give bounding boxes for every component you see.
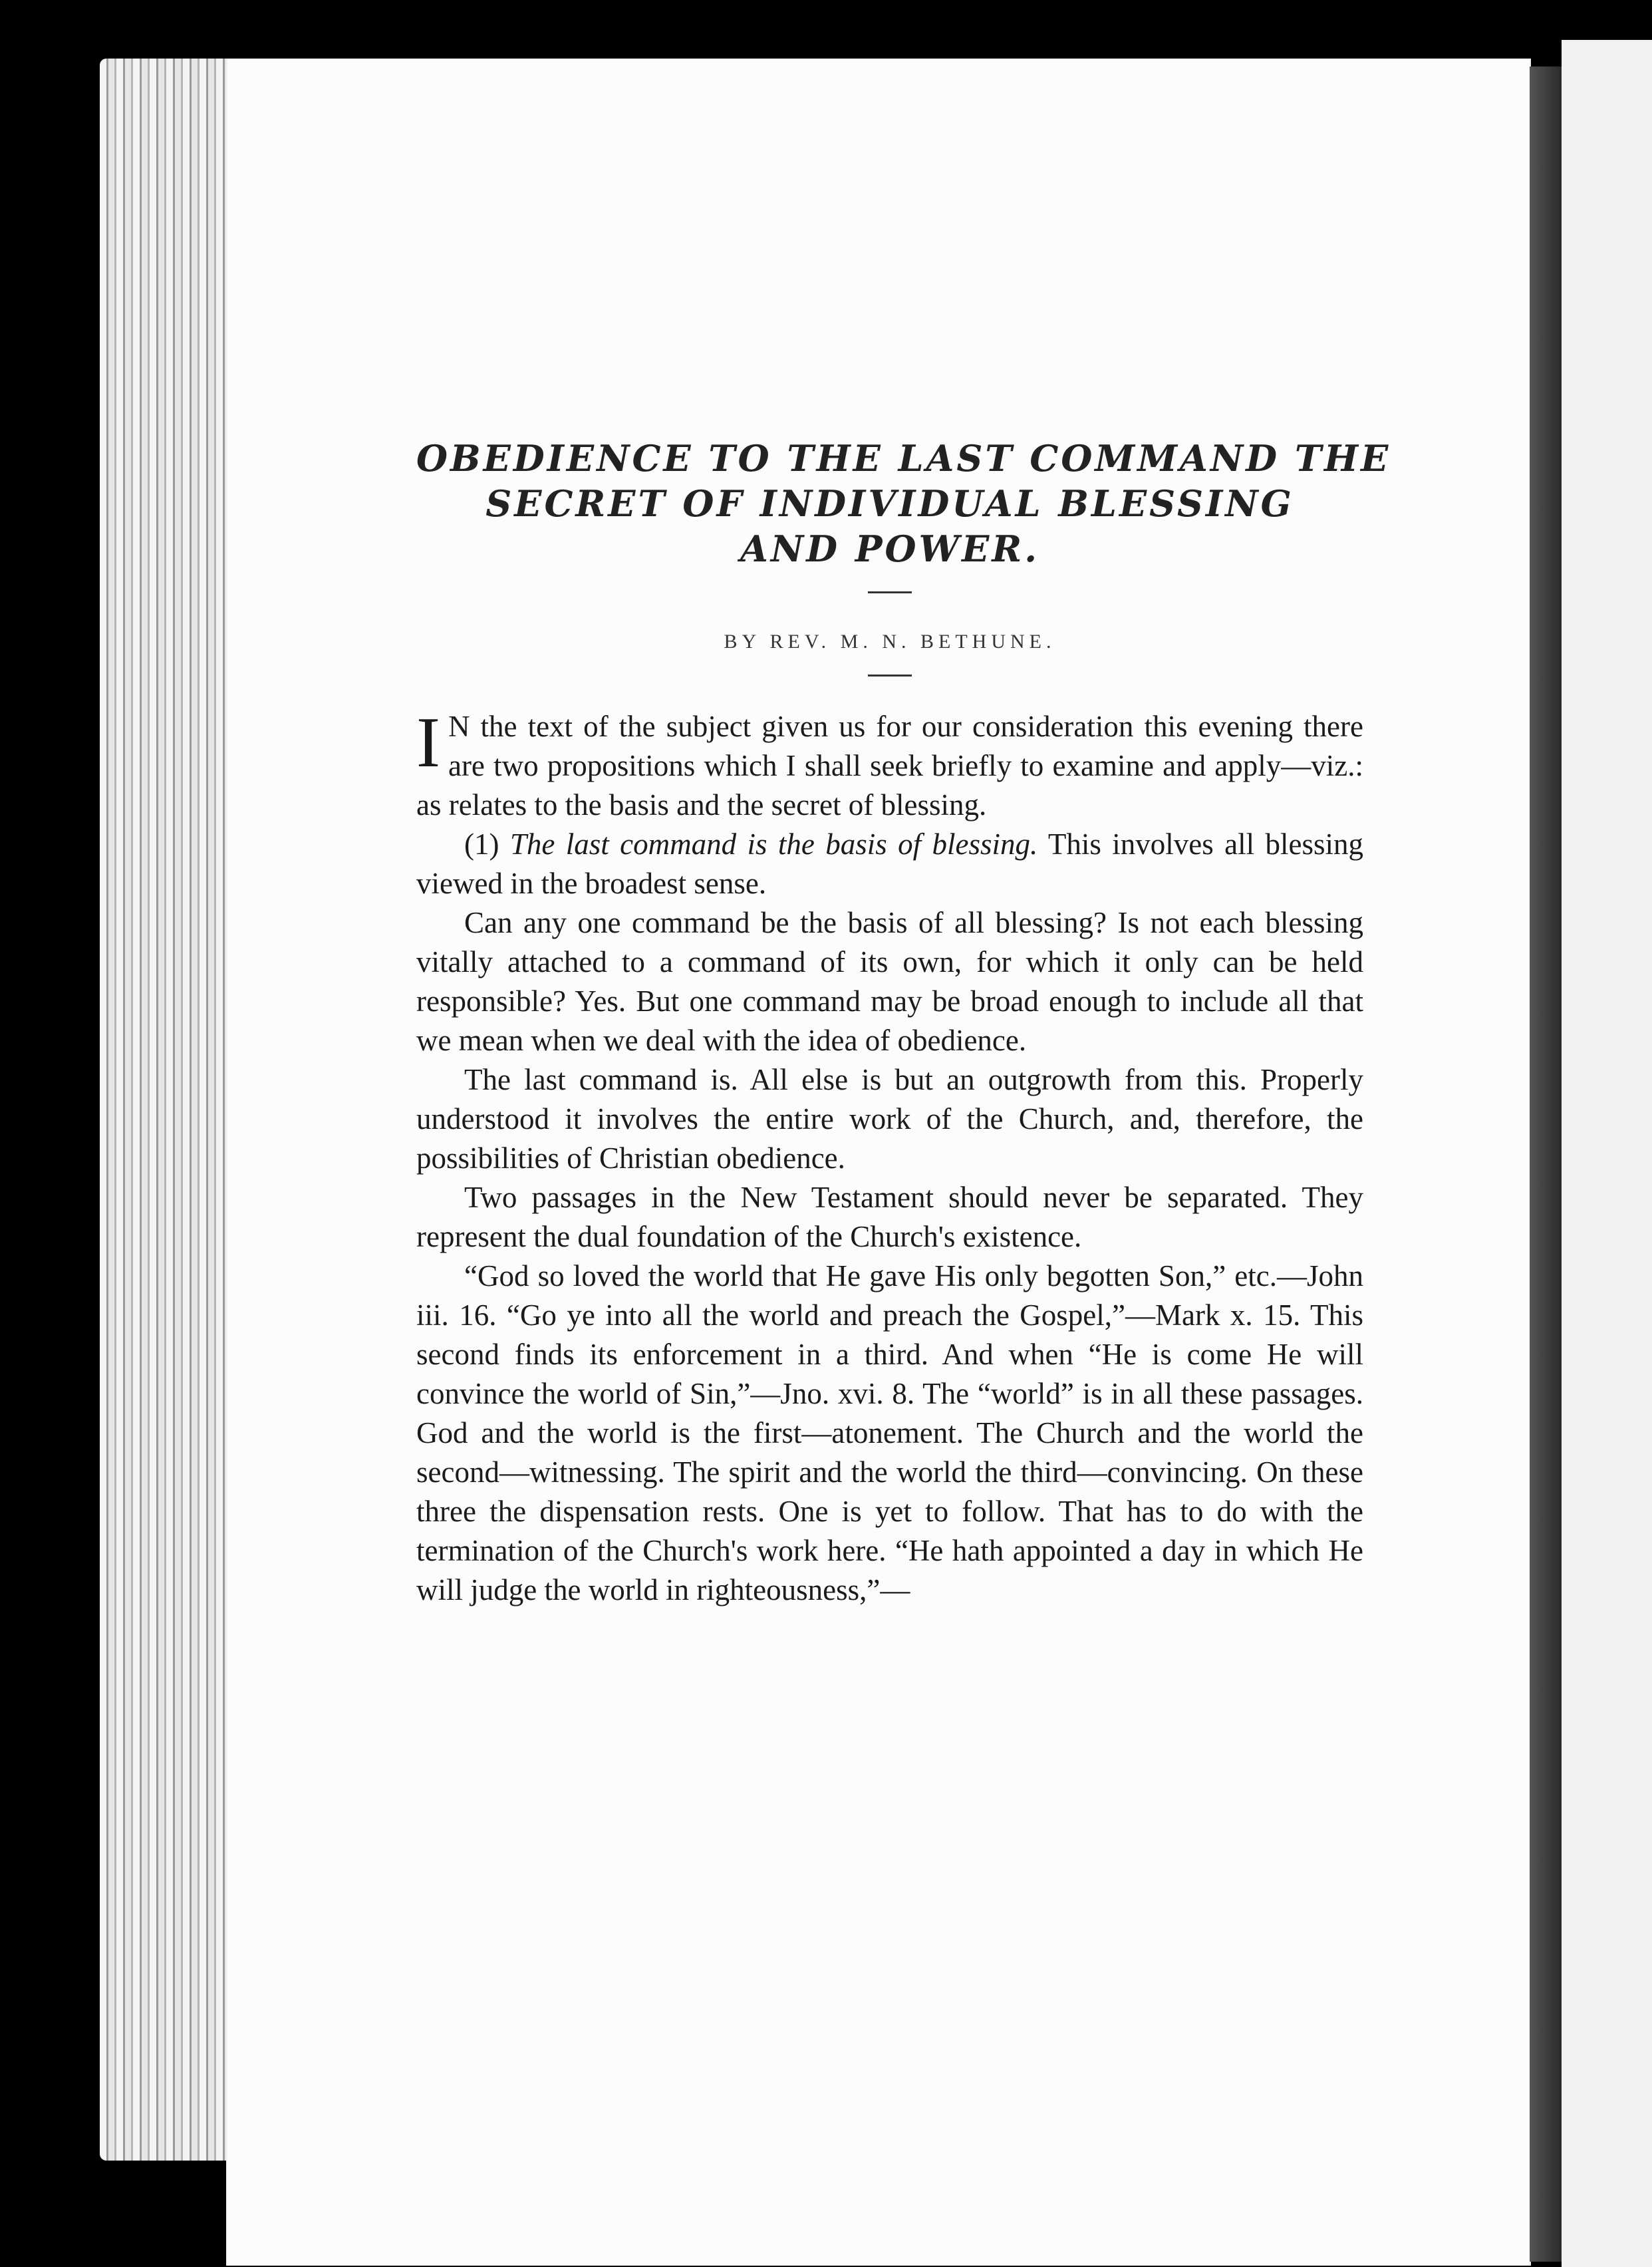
article-body	[416, 703, 1363, 1610]
facing-page-edge	[1562, 40, 1652, 2267]
drop-cap: I	[416, 703, 440, 782]
title-line: SECRET OF INDIVIDUAL BLESSING	[485, 482, 1294, 525]
paragraph	[416, 825, 1363, 903]
title-line: OBEDIENCE TO THE LAST COMMAND THE	[416, 437, 1391, 480]
title-line: AND POWER.	[740, 528, 1039, 570]
paragraph: The last command is. All else is but an outgrowth from this. Properly understood it involves the entire work of the Church, and, therefore, the possibilities of Christian obedience.	[416, 1063, 1363, 1175]
page-edges	[100, 59, 239, 2161]
article	[416, 436, 1391, 1610]
byline: BY REV. M. N. BETHUNE.	[724, 631, 1056, 653]
first-word-rest: N	[448, 710, 470, 743]
article-title	[416, 436, 1391, 571]
gutter-shadow	[1530, 67, 1562, 2262]
paragraph-text: the text of the subject given us for our consideration this evening there are two propositions which I shall seek briefly to examine and apply—viz.: as relates to the basis and the secret of blessing.	[416, 710, 1363, 822]
paragraph: Can any one command be the basis of all blessing? Is not each blessing vitally attached to a command of its own, for which it only can be held responsible? Yes. But one command may be broad enough to include all that we mean when we deal with the idea of obedience.	[416, 906, 1363, 1057]
section-heading: The last command is the basis of blessing.	[499, 828, 1038, 861]
paragraph: “God so loved the world that He gave His only begotten Son,” etc.—John iii. 16. “Go ye into all the world and preach the Gospel,”—Mark x. 15. This second finds its enforcement in a third. And when “He is come He will convince the world of Sin,”—Jno. xvi. 8. The “world” is in all these passages. God and the world is the first—atonement. The Church and the world the second—witnessing. The spirit and the world the third—convincing. On these three the dispensation rests. One is yet to follow. That has to do with the termination of the Church's work here. “He hath appointed a day in which He will judge the world in righteousness,”—	[416, 1259, 1363, 1606]
paragraph: Two passages in the New Testament should never be separated. They represent the dual foundation of the Church's existence.	[416, 1181, 1363, 1253]
paragraph	[416, 703, 1363, 825]
title-rule	[868, 591, 912, 593]
section-number: (1)	[464, 828, 499, 861]
byline-rule	[868, 675, 912, 677]
paragraph-text: This involves all blessing viewed in the broadest sense.	[416, 828, 1363, 900]
